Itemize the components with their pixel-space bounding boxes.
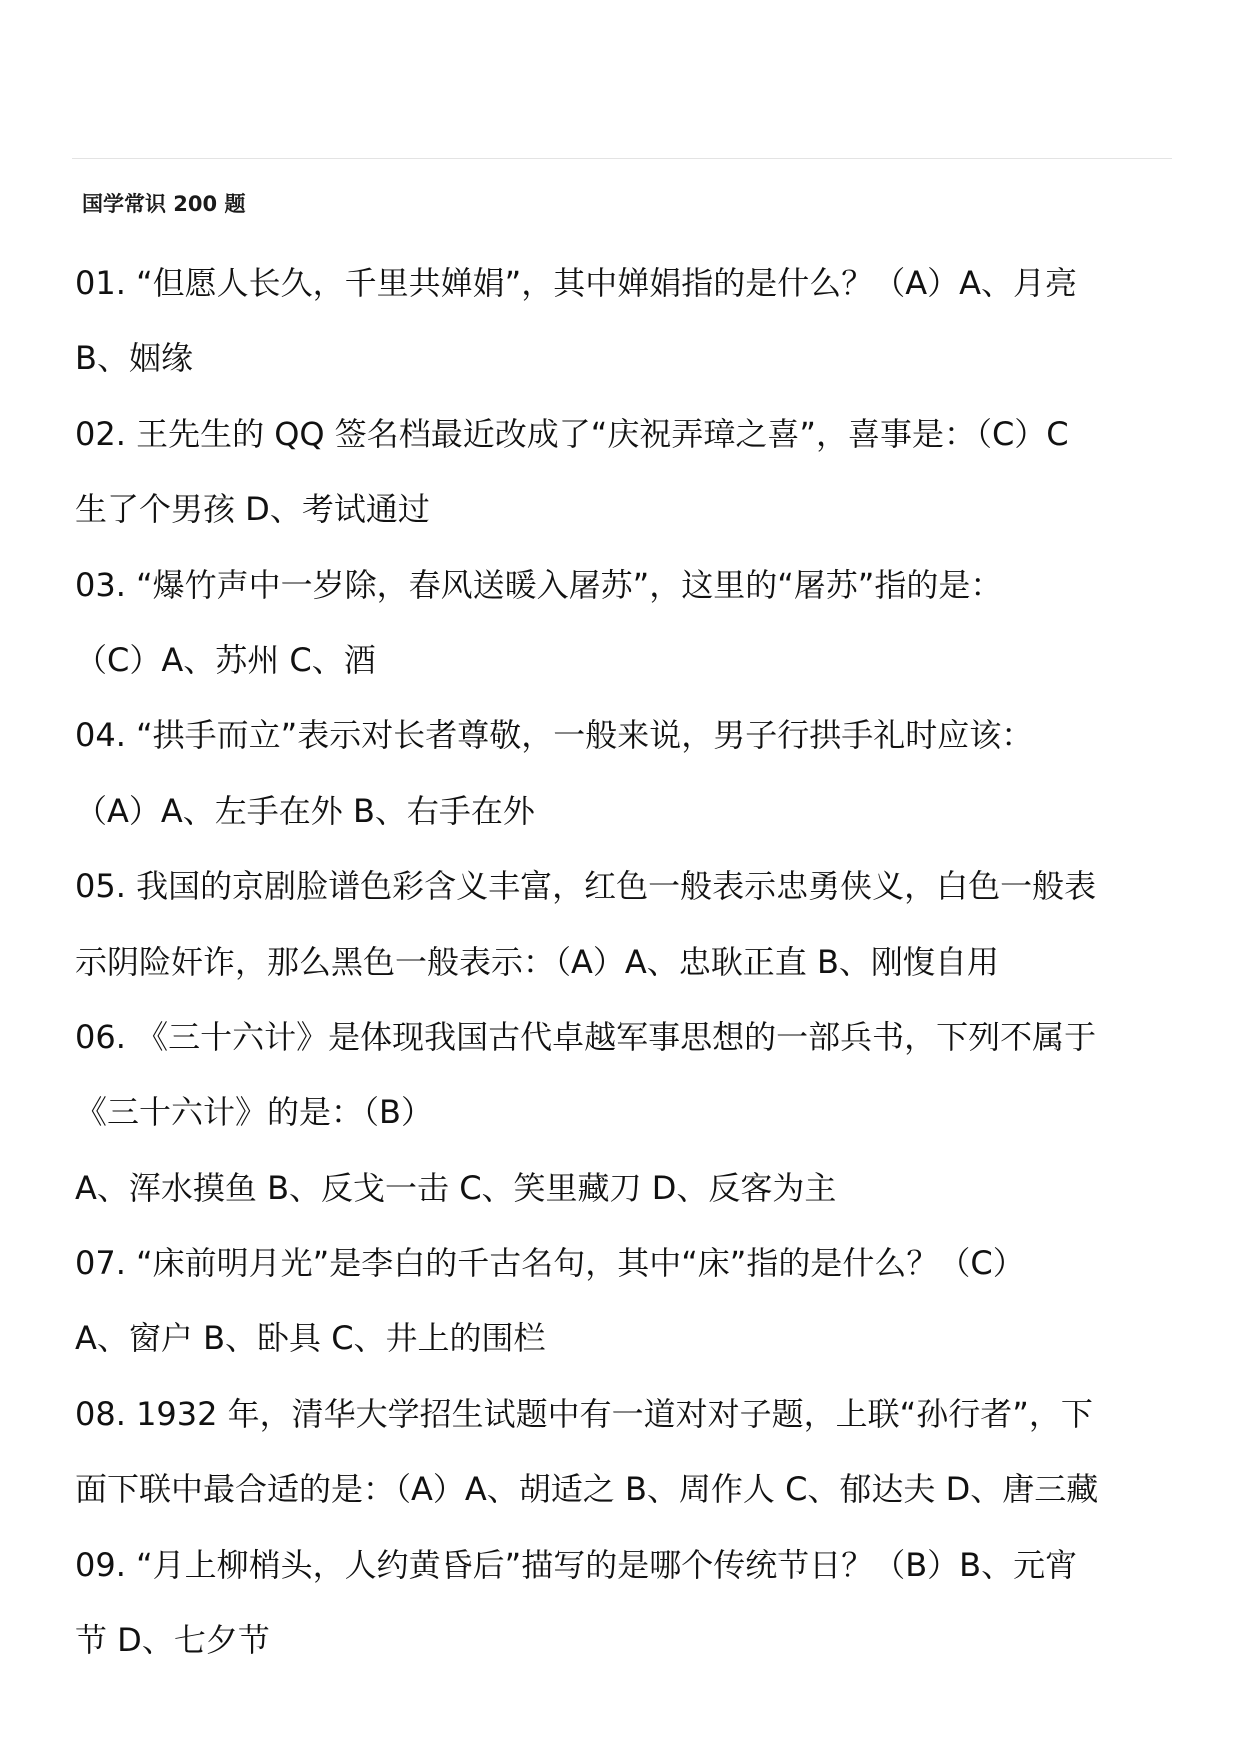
text-line: 《三十六计》的是：（B） xyxy=(75,1093,433,1132)
text-line: B、姻缘 xyxy=(75,339,193,378)
text-line: 01. “但愿人长久，千里共婵娟”，其中婵娟指的是什么？（A）A、月亮 xyxy=(75,264,1078,302)
text-line: 05. 我国的京剧脸谱色彩含义丰富，红色一般表示忠勇侠义，白色一般表 xyxy=(75,867,1097,906)
text-line: 02. 王先生的 QQ 签名档最近改成了“庆祝弄璋之喜”，喜事是：（C）C xyxy=(75,414,1069,453)
text-line: A、窗户 B、卧具 C、井上的围栏 xyxy=(75,1319,546,1358)
text-line: 03. “爆竹声中一岁除，春风送暖入屠苏”，这里的“屠苏”指的是： xyxy=(75,565,1003,604)
header-divider xyxy=(72,158,1172,159)
text-line: 08. 1932 年，清华大学招生试题中有一道对对子题，上联“孙行者”，下 xyxy=(75,1394,1093,1433)
text-line: 节 D、七夕节 xyxy=(75,1621,270,1660)
text-line: 09. “月上柳梢头，人约黄昏后”描写的是哪个传统节日？（B）B、元宵 xyxy=(75,1545,1078,1584)
text-line: 示阴险奸诈，那么黑色一般表示：（A）A、忠耿正直 B、刚愎自用 xyxy=(75,942,999,981)
text-line: 生了个男孩 D、考试通过 xyxy=(75,490,430,529)
text-line: 06. 《三十六计》是体现我国古代卓越军事思想的一部兵书，下列不属于 xyxy=(75,1017,1097,1056)
text-line: 07. “床前明月光”是李白的千古名句，其中“床”指的是什么？（C） xyxy=(75,1244,1025,1283)
question-list xyxy=(75,251,1185,1683)
document-title: 国学常识 200 题 xyxy=(82,192,246,216)
text-line: A、浑水摸鱼 B、反戈一击 C、笑里藏刀 D、反客为主 xyxy=(75,1168,837,1207)
text-line: 04. “拱手而立”表示对长者尊敬，一般来说，男子行拱手礼时应该： xyxy=(75,716,1034,755)
text-line: 面下联中最合适的是：（A）A、胡适之 B、周作人 C、郁达夫 D、唐三藏 xyxy=(75,1470,1099,1509)
text-line: （C）A、苏州 C、酒 xyxy=(75,640,376,679)
text-line: （A）A、左手在外 B、右手在外 xyxy=(75,791,535,830)
